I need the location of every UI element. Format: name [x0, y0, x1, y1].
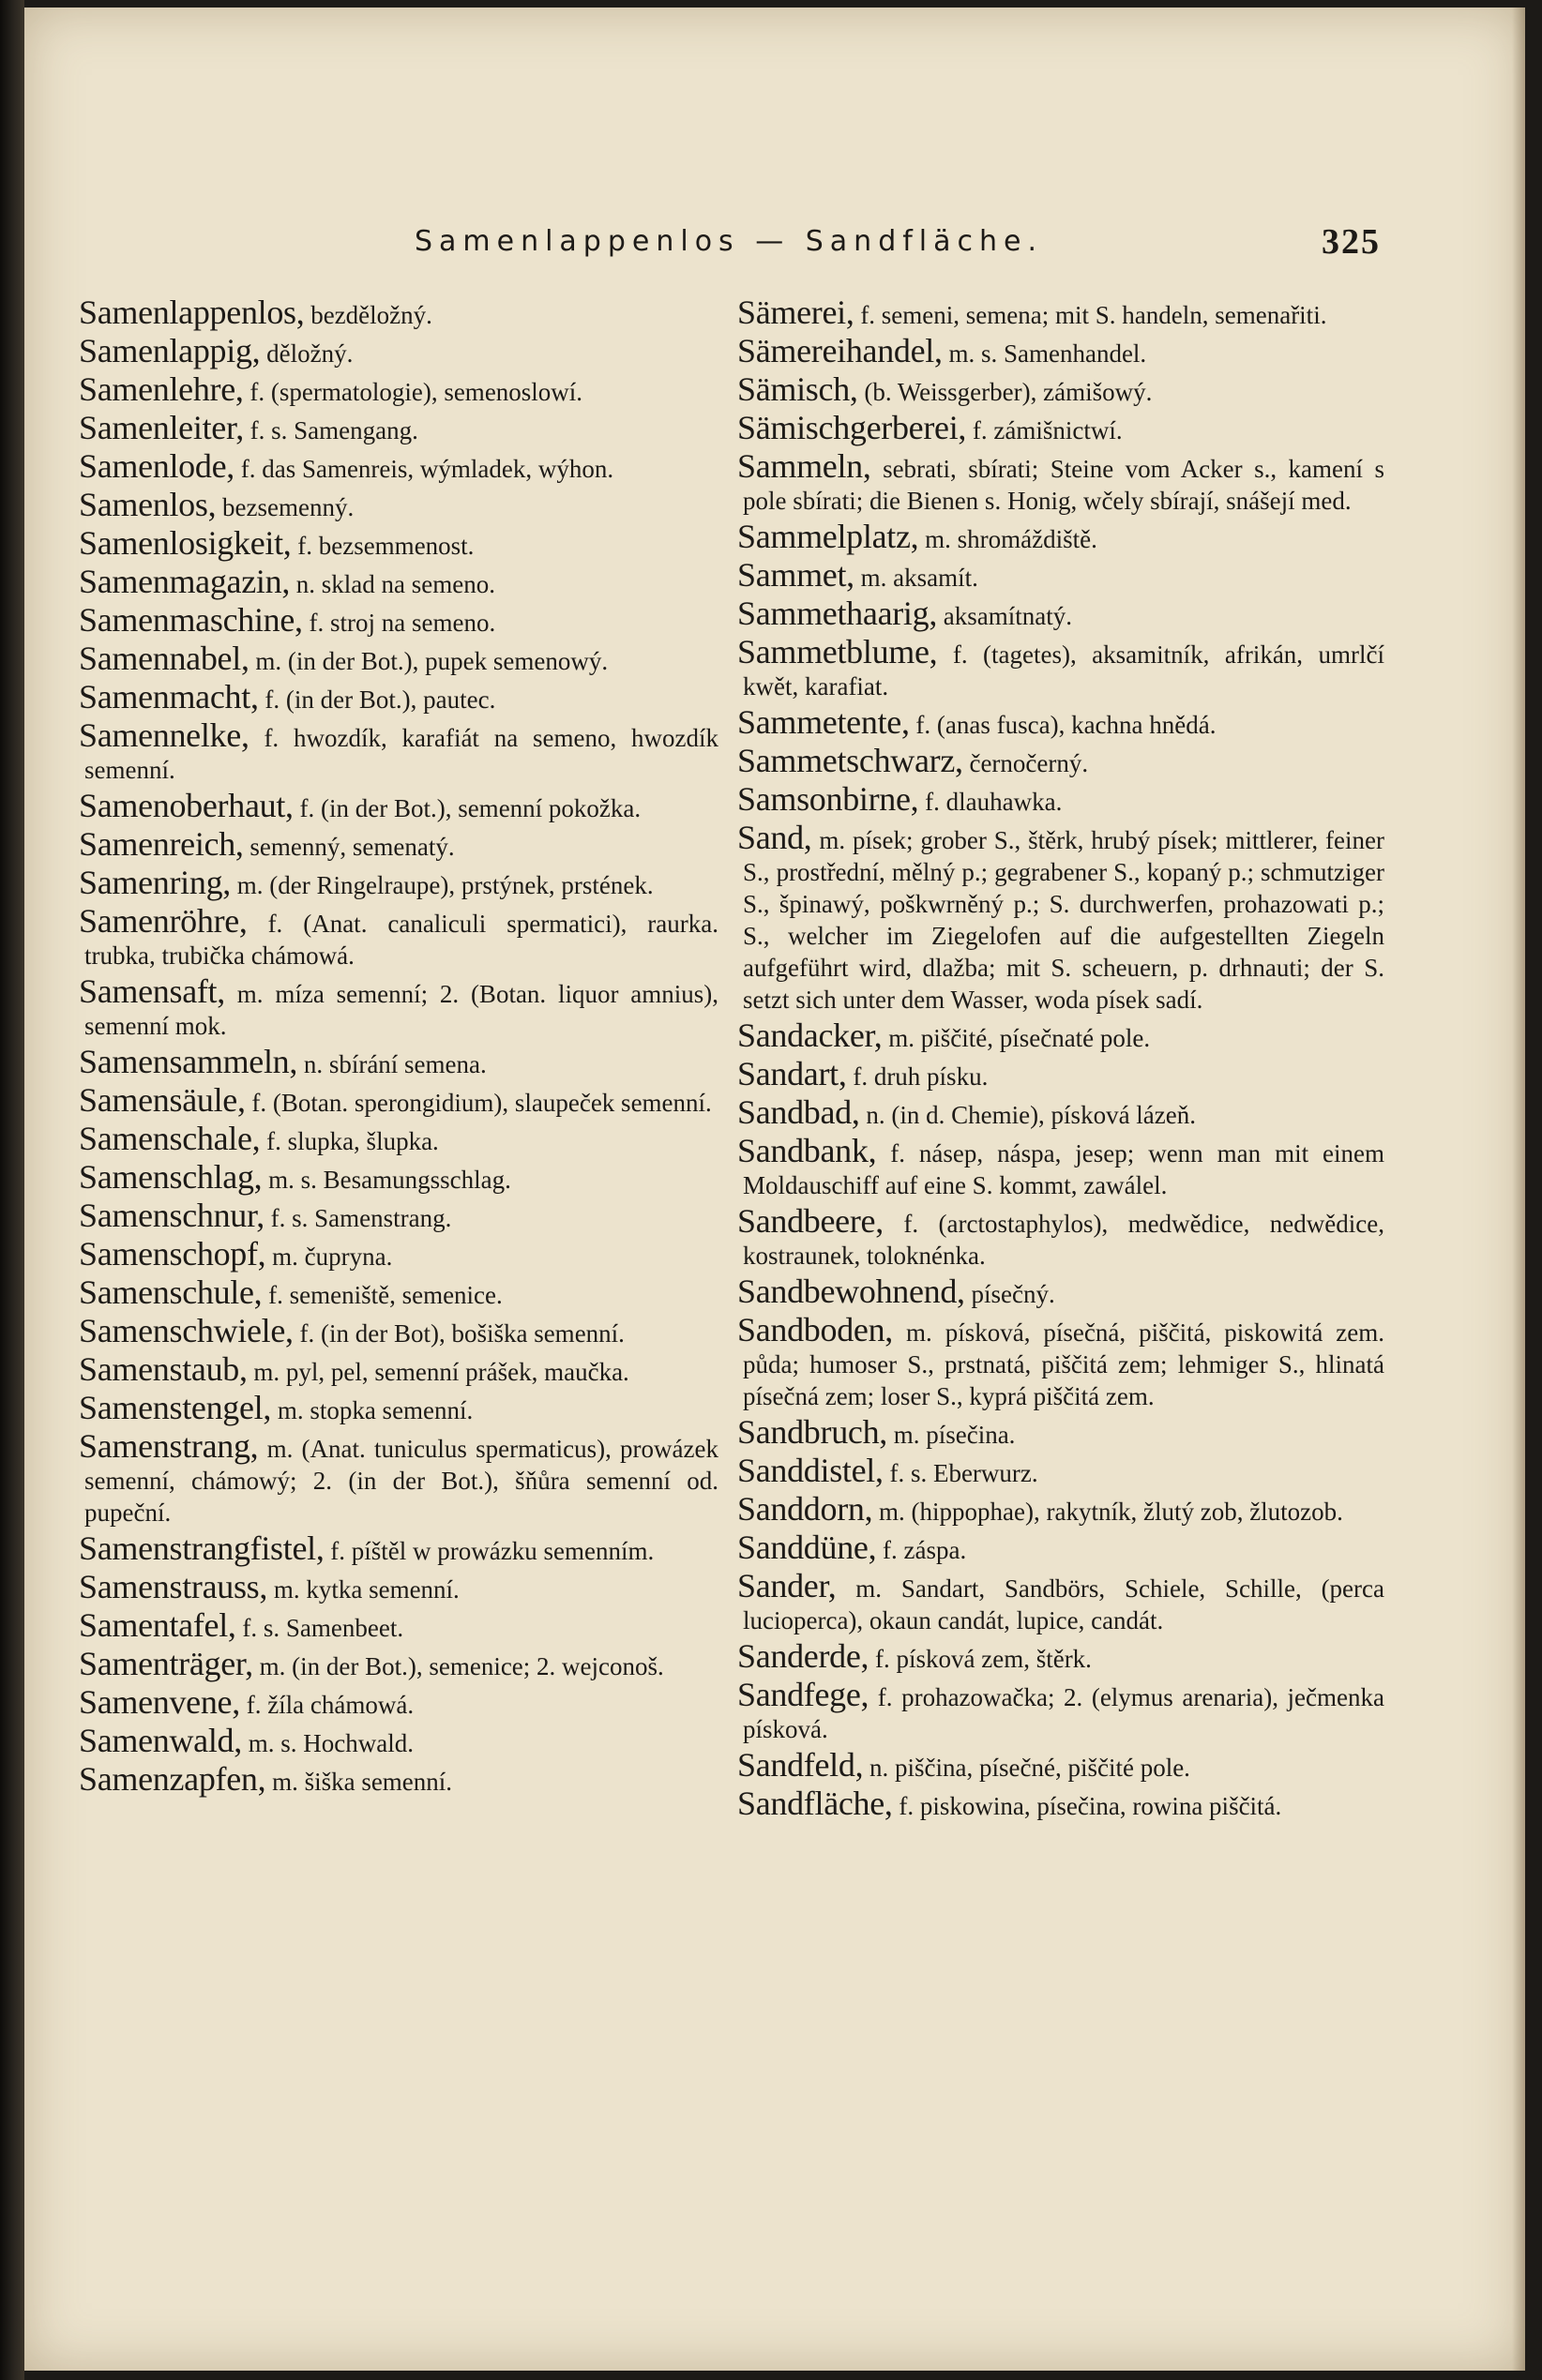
entry-definition: m. písečina.: [893, 1421, 1016, 1449]
dictionary-entry: [79, 1199, 718, 1234]
entry-definition: f. dlauhawka.: [925, 788, 1063, 816]
running-head: Samenlappenlos — Sandfläche.: [414, 225, 1044, 258]
entry-definition: m. písková, písečná, piščitá, piskowitá zem. půda; humoser S., prstnatá, piščitá zem; lehmiger S., hlinatá písečná zem; loser S., kyprá piščitá zem.: [743, 1318, 1384, 1410]
entry-definition: n. sklad na semeno.: [295, 570, 495, 598]
entry-headword: Sammet,: [737, 556, 854, 594]
dictionary-entry: [79, 1529, 718, 1567]
dictionary-entry: [79, 1427, 718, 1529]
entry-headword: Sämereihandel,: [737, 332, 943, 369]
left-column: [79, 296, 718, 1801]
page-edge-shadow: [1512, 8, 1525, 2371]
dictionary-entry: [737, 370, 1384, 408]
dictionary-entry: [737, 1531, 1384, 1566]
entry-headword: Samenröhre,: [79, 902, 248, 940]
dictionary-entry: [79, 565, 718, 600]
entry-definition: m. písek; grober S., štěrk, hrubý písek; mittlerer, feiner S., prostřední, mělný p.; gegrabener S., kopaný p.; schmutziger S., špinawý, poškwrněný p.; S. durchwerfen, prohazowati p.; S., welcher im Ziegelofen auf die aufgestellten Ziegeln aufgeführt wird, dlažba; mit S. scheuern, p. drhnauti; der S. setzt sich unter dem Wasser, woda písek sadí.: [743, 826, 1385, 1014]
entry-definition: f. násep, náspa, jesep; wenn man mit einem Moldauschiff auf eine S. kommt, zawálel.: [743, 1139, 1384, 1199]
entry-definition: m. mízа semenní; 2. (Botan. liquor amnius), semenní mok.: [84, 980, 719, 1040]
entry-definition: m. čupryna.: [272, 1243, 393, 1271]
entry-definition: f. píštěl w prowázku semenním.: [330, 1537, 655, 1565]
entry-definition: f. (spermatologie), semenoslowí.: [249, 378, 583, 406]
dictionary-entry: [79, 866, 718, 901]
entry-definition: m. Sandart, Sandbörs, Schiele, Schille, (perca lucioperca), okaun candát, lupice, candát.: [743, 1574, 1384, 1634]
dictionary-entry: [737, 409, 1384, 446]
entry-definition: f. das Samenreis, wýmladek, wýhon.: [240, 455, 614, 483]
entry-headword: Samenoberhaut,: [79, 787, 294, 824]
dictionary-entry: [737, 1132, 1384, 1201]
dictionary-entry: [79, 1645, 718, 1682]
entry-definition: děložný.: [266, 339, 354, 368]
dictionary-entry: [79, 409, 718, 446]
entry-headword: Samennelke,: [79, 716, 249, 754]
entry-headword: Samenschale,: [79, 1120, 261, 1157]
dictionary-entry: [79, 1043, 718, 1080]
entry-headword: Sämisch,: [737, 370, 858, 408]
dictionary-entry: [737, 1676, 1384, 1745]
dictionary-entry: [79, 296, 718, 331]
book-binding: [0, 0, 24, 2380]
dictionary-entry: [737, 1746, 1384, 1784]
dictionary-entry: [79, 601, 718, 639]
entry-headword: Samenlosigkeit,: [79, 524, 292, 562]
entry-headword: Sandfeld,: [737, 1746, 864, 1784]
entry-headword: Samenlehre,: [79, 370, 244, 408]
dictionary-entry: [737, 520, 1384, 555]
entry-headword: Sandart,: [737, 1055, 847, 1092]
dictionary-entry: [737, 1490, 1384, 1528]
entry-definition: f. (tagetes), aksamitník, afrikán, umrlčí kwět, karafiat.: [743, 640, 1384, 700]
entry-definition: f. slupka, šlupka.: [266, 1127, 439, 1155]
entry-headword: Samenring,: [79, 864, 231, 901]
entry-headword: Sandbruch,: [737, 1413, 887, 1451]
dictionary-entry: [737, 821, 1384, 1016]
entry-definition: m. stopka semenní.: [277, 1396, 474, 1424]
entry-headword: Samenstaub,: [79, 1350, 248, 1388]
entry-headword: Sammeln,: [737, 447, 871, 485]
dictionary-entry: [79, 1122, 718, 1157]
entry-headword: Samenstrangfistel,: [79, 1529, 325, 1567]
entry-definition: f. piskowina, písečina, rowina piščitá.: [899, 1792, 1282, 1820]
entry-headword: Sand,: [737, 819, 812, 856]
dictionary-entry: [737, 1637, 1384, 1675]
entry-definition: aksamítnatý.: [943, 602, 1073, 630]
entry-definition: m. (in der Bot.), pupek semenowý.: [255, 647, 609, 675]
entry-definition: černočerný.: [969, 749, 1089, 777]
dictionary-entry: [79, 1606, 718, 1644]
entry-definition: m. (in der Bot.), semenice; 2. wejconoš.: [259, 1652, 664, 1680]
dictionary-entry: [79, 1722, 718, 1759]
entry-headword: Sanderde,: [737, 1637, 869, 1675]
entry-headword: Sanddorn,: [737, 1490, 873, 1528]
entry-headword: Samensaft,: [79, 972, 225, 1010]
entry-definition: sebrati, sbírati; Steine vom Acker s., kamení s pole sbírati; die Bienen s. Honig, wčely sbírají, snášejí med.: [743, 455, 1384, 515]
entry-headword: Samenleiter,: [79, 409, 244, 446]
dictionary-entry: [79, 1312, 718, 1349]
dictionary-entry: [79, 332, 718, 369]
entry-definition: f. (in der Bot), bošiška semenní.: [299, 1319, 625, 1348]
entry-definition: f. zámišnictwí.: [972, 416, 1123, 444]
dictionary-entry: [737, 633, 1384, 702]
entry-definition: m. aksamít.: [860, 564, 978, 592]
entry-definition: m. piščité, písečnaté pole.: [888, 1024, 1151, 1052]
entry-headword: Sämischgerberei,: [737, 409, 967, 446]
entry-definition: f. s. Samenbeet.: [242, 1614, 404, 1642]
entry-definition: f. druh písku.: [853, 1062, 989, 1091]
entry-headword: Samensäule,: [79, 1081, 246, 1119]
entry-definition: f. semeniště, semenice.: [268, 1281, 503, 1309]
entry-definition: m. šiška semenní.: [272, 1768, 453, 1796]
dictionary-entry: [737, 296, 1384, 331]
entry-definition: f. stroj na semeno.: [309, 609, 496, 637]
entry-headword: Samenschlag,: [79, 1158, 263, 1196]
entry-headword: Samenschopf,: [79, 1235, 266, 1273]
dictionary-entry: [79, 825, 718, 863]
entry-headword: Sammethaarig,: [737, 595, 938, 632]
entry-definition: f. (in der Bot.), pautec.: [265, 685, 496, 714]
entry-definition: f. semeni, semena; mit S. handeln, semenařiti.: [860, 301, 1327, 329]
dictionary-entry: [79, 1568, 718, 1605]
dictionary-entry: [737, 1413, 1384, 1451]
entry-definition: m. s. Samenhandel.: [948, 339, 1147, 368]
dictionary-entry: [79, 486, 718, 523]
entry-headword: Sanddistel,: [737, 1452, 884, 1489]
entry-headword: Sander,: [737, 1567, 837, 1604]
dictionary-entry: [79, 1235, 718, 1273]
entry-definition: bezsemenný.: [222, 493, 355, 521]
entry-headword: Sandfläche,: [737, 1785, 893, 1822]
entry-headword: Samenschwiele,: [79, 1312, 294, 1349]
entry-definition: m. (Anat. tuniculus spermaticus), prowázek semenní, chámowý; 2. (in der Bot.), šňůra semenní od. pupeční.: [84, 1435, 718, 1527]
entry-headword: Samenstengel,: [79, 1389, 272, 1426]
entry-definition: n. piščina, písečné, piščité pole.: [869, 1754, 1190, 1782]
entry-headword: Samenträger,: [79, 1645, 253, 1682]
dictionary-entry: [79, 642, 718, 677]
entry-headword: Sammetblume,: [737, 633, 938, 670]
entry-headword: Samenlappenlos,: [79, 294, 305, 331]
entry-definition: bezděložný.: [310, 301, 432, 329]
dictionary-entry: [737, 1055, 1384, 1092]
entry-headword: Sandbeere,: [737, 1202, 884, 1240]
dictionary-page: [24, 8, 1525, 2371]
dictionary-entry: [737, 1311, 1384, 1412]
entry-definition: m. pyl, pel, semenní prášek, maučka.: [253, 1358, 629, 1386]
dictionary-entry: [79, 524, 718, 562]
entry-headword: Sandfege,: [737, 1676, 869, 1713]
dictionary-entry: [737, 703, 1384, 741]
dictionary-entry: [737, 1454, 1384, 1489]
entry-definition: f. s. Samengang.: [249, 416, 418, 444]
entry-headword: Samenschule,: [79, 1273, 263, 1311]
entry-definition: n. (in d. Chemie), písková lázeň.: [866, 1101, 1197, 1129]
entry-headword: Samensammeln,: [79, 1043, 298, 1080]
dictionary-entry: [79, 1273, 718, 1311]
entry-definition: m. s. Hochwald.: [248, 1729, 414, 1757]
entry-definition: (b. Weissgerber), zámišowý.: [864, 378, 1153, 406]
dictionary-entry: [737, 332, 1384, 369]
entry-definition: semenný, semenatý.: [249, 833, 455, 861]
entry-definition: f. (in der Bot.), semenní pokožka.: [299, 794, 642, 822]
entry-headword: Samennabel,: [79, 640, 249, 677]
entry-definition: m. shromáždiště.: [925, 525, 1097, 553]
entry-definition: f. písková zem, štěrk.: [875, 1645, 1092, 1673]
entry-headword: Sandboden,: [737, 1311, 893, 1348]
entry-definition: f. s. Eberwurz.: [889, 1459, 1038, 1487]
dictionary-entry: [737, 1787, 1384, 1822]
entry-headword: Sammetschwarz,: [737, 742, 963, 779]
entry-headword: Samenvene,: [79, 1683, 240, 1721]
entry-headword: Sandbewohnend,: [737, 1273, 965, 1310]
entry-definition: f. (anas fusca), kachna hnědá.: [915, 711, 1217, 739]
entry-definition: m. kytka semenní.: [273, 1575, 460, 1604]
entry-headword: Samenreich,: [79, 825, 244, 863]
dictionary-entry: [79, 1350, 718, 1388]
entry-headword: Samsonbirne,: [737, 780, 919, 818]
entry-headword: Samentafel,: [79, 1606, 236, 1644]
entry-headword: Samenwald,: [79, 1722, 242, 1759]
dictionary-entry: [79, 1683, 718, 1721]
entry-definition: f. prohazowačka; 2. (elymus arenaria), ječmenka písková.: [743, 1683, 1384, 1743]
entry-definition: f. bezsemmenost.: [297, 532, 475, 560]
entry-definition: f. s. Samenstrang.: [270, 1204, 452, 1232]
dictionary-entry: [79, 1389, 718, 1426]
page-number: 325: [1322, 222, 1381, 262]
entry-definition: f. (arctostaphylos), medwědice, nedwědice, kostraunek, toloknénka.: [743, 1210, 1384, 1270]
entry-definition: f. hwozdík, karafiát na semeno, hwozdík semenní.: [84, 724, 719, 784]
entry-headword: Sämerei,: [737, 294, 854, 331]
dictionary-entry: [79, 678, 718, 716]
entry-definition: n. sbírání semena.: [303, 1050, 487, 1078]
entry-headword: Samenschnur,: [79, 1197, 265, 1234]
dictionary-entry: [737, 1275, 1384, 1310]
dictionary-entry: [79, 1081, 718, 1119]
entry-headword: Sandbank,: [737, 1132, 877, 1169]
dictionary-entry: [737, 1567, 1384, 1636]
dictionary-entry: [79, 902, 719, 972]
dictionary-entry: [737, 1019, 1384, 1054]
entry-headword: Samenstrang,: [79, 1427, 259, 1465]
entry-headword: Samenmaschine,: [79, 601, 303, 639]
entry-headword: Samenmacht,: [79, 678, 259, 716]
entry-headword: Sandbad,: [737, 1093, 860, 1131]
entry-headword: Samenlappig,: [79, 332, 261, 369]
entry-definition: m. (hippophae), rakytník, žlutý zob, žlutozob.: [879, 1498, 1343, 1526]
page-header: [77, 221, 1381, 266]
entry-headword: Samenlos,: [79, 486, 217, 523]
entry-definition: f. (Anat. canaliculi spermatici), raurka. trubka, trubička chámowá.: [84, 910, 719, 970]
entry-headword: Samenstrauss,: [79, 1568, 268, 1605]
dictionary-entry: [79, 370, 718, 408]
entry-headword: Sandacker,: [737, 1017, 883, 1054]
entry-headword: Samenlode,: [79, 447, 234, 485]
dictionary-entry: [79, 1760, 718, 1798]
dictionary-entry: [79, 447, 718, 485]
right-column: [737, 296, 1384, 1826]
entry-definition: písečný.: [971, 1280, 1055, 1308]
entry-headword: Sammetente,: [737, 703, 910, 741]
entry-definition: m. s. Besamungsschlag.: [268, 1166, 511, 1194]
dictionary-entry: [737, 556, 1384, 594]
dictionary-entry: [79, 1158, 718, 1196]
entry-definition: f. záspa.: [883, 1536, 967, 1564]
entry-headword: Sammelplatz,: [737, 518, 919, 555]
dictionary-entry: [737, 780, 1384, 818]
entry-headword: Sanddüne,: [737, 1529, 877, 1566]
entry-headword: Samenmagazin,: [79, 563, 291, 600]
dictionary-entry: [737, 1202, 1384, 1272]
dictionary-entry: [79, 716, 719, 786]
entry-definition: f. žíla chámowá.: [246, 1691, 415, 1719]
entry-definition: f. (Botan. sperongidium), slaupeček semenní.: [251, 1089, 712, 1117]
dictionary-entry: [79, 972, 719, 1042]
entry-headword: Samenzapfen,: [79, 1760, 266, 1798]
dictionary-entry: [737, 1093, 1384, 1131]
dictionary-entry: [79, 787, 718, 824]
dictionary-entry: [737, 742, 1384, 779]
entry-definition: m. (der Ringelraupe), prstýnek, prstének.: [236, 871, 654, 899]
dictionary-entry: [737, 597, 1384, 632]
dictionary-entry: [737, 447, 1384, 517]
